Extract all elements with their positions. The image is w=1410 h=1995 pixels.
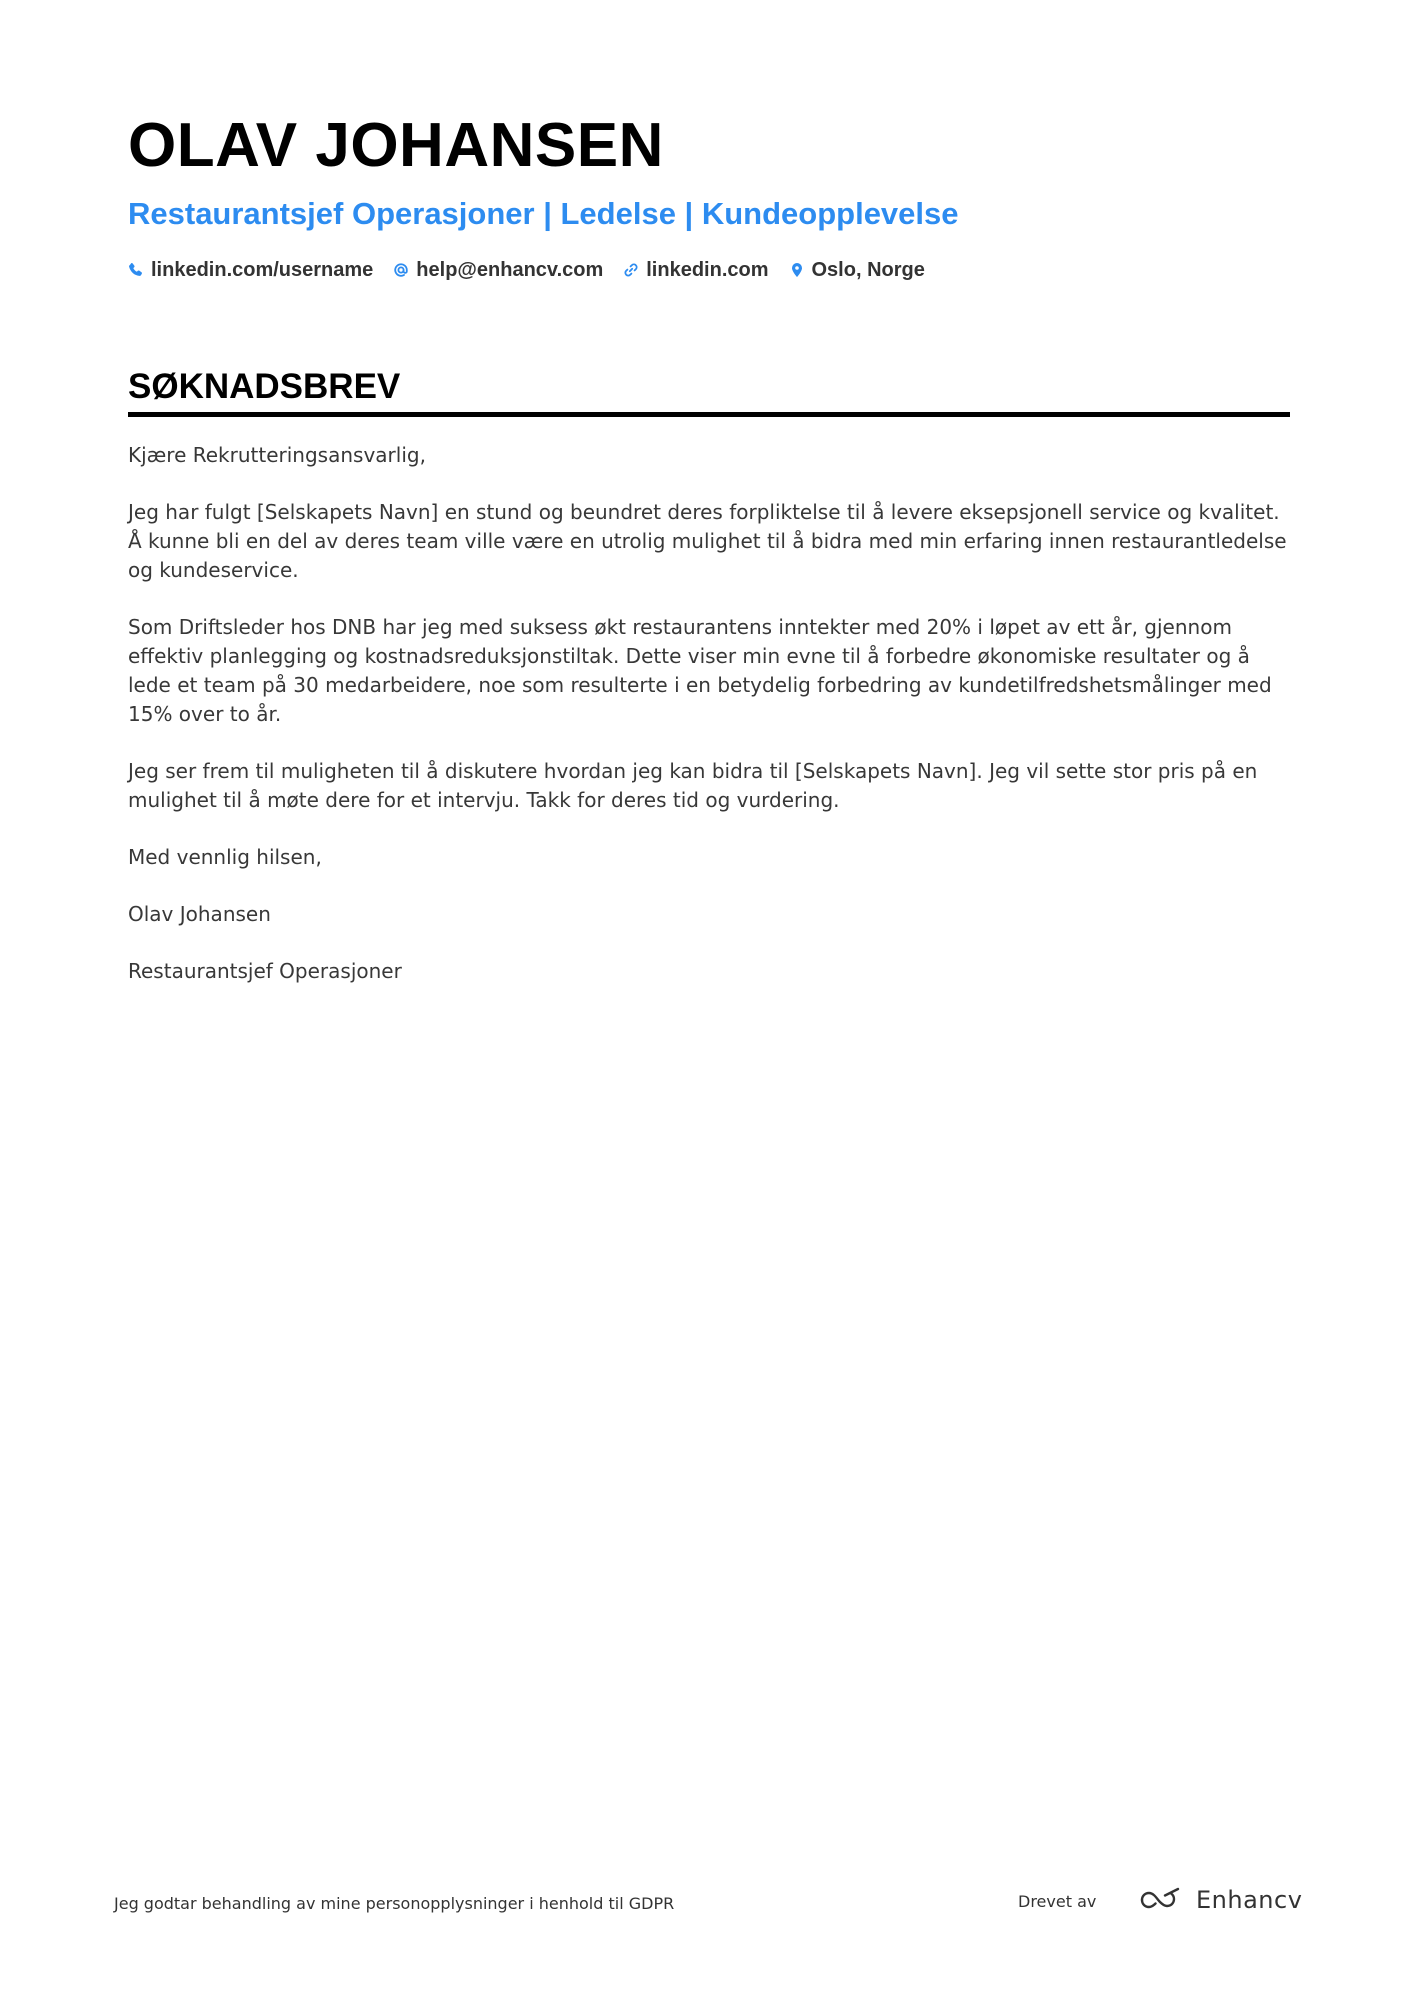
closing: Med vennlig hilsen,	[128, 845, 322, 869]
link-icon	[623, 262, 639, 278]
signature-title: Restaurantsjef Operasjoner	[128, 959, 402, 983]
location-pin-icon	[789, 262, 805, 278]
brand-logo[interactable]	[1138, 1886, 1302, 1914]
enhancv-logo-icon	[1138, 1887, 1184, 1913]
headline: Restaurantsjef Operasjoner | Ledelse | Kundeopplevelse	[128, 196, 959, 231]
cover-letter-section	[128, 364, 1290, 1014]
gdpr-consent-text: Jeg godtar behandling av mine personopplysninger i henhold til GDPR	[114, 1894, 675, 1913]
contact-location-text: Oslo, Norge	[811, 259, 925, 281]
contact-phone-text: linkedin.com/username	[151, 259, 374, 281]
contact-location	[789, 256, 925, 284]
contact-email[interactable]	[393, 256, 603, 284]
contact-link[interactable]	[623, 256, 768, 284]
contact-bar	[128, 256, 1290, 284]
at-icon	[393, 262, 409, 278]
section-title: SØKNADSBREV	[128, 367, 401, 406]
powered-by-label: Drevet av	[1018, 1892, 1097, 1911]
phone-icon	[128, 262, 144, 278]
header	[128, 108, 1290, 284]
letter-paragraph: Jeg har fulgt [Selskapets Navn] en stund og beundret deres forpliktelse til å levere eksepsjonell service og kvalitet. Å kunne bli en del av deres team ville være en utrolig mulighet til å bidra med min erfaring innen restaurantledelse og kundeservice.	[128, 500, 1287, 582]
contact-link-text: linkedin.com	[646, 259, 769, 281]
candidate-name: OLAV JOHANSEN	[128, 111, 664, 180]
letter-body	[128, 441, 1290, 986]
letter-paragraph: Jeg ser frem til muligheten til å diskutere hvordan jeg kan bidra til [Selskapets Navn]. Jeg vil sette stor pris på en mulighet til å møte dere for et intervju. Takk for deres tid og vurdering.	[128, 759, 1258, 812]
letter-paragraph: Som Driftsleder hos DNB har jeg med suksess økt restaurantens inntekter med 20% i løpet av ett år, gjennom effektiv planlegging og kostnadsreduksjonstiltak. Dette viser min evne til å forbedre økonomiske resultater og å lede et team på 30 medarbeidere, noe som resulterte i en betydelig forbedring av kundetilfredshetsmålinger med 15% over to år.	[128, 615, 1272, 726]
footer	[114, 1886, 1303, 1920]
salutation: Kjære Rekrutteringsansvarlig,	[128, 443, 426, 467]
signature-name: Olav Johansen	[128, 902, 271, 926]
contact-phone[interactable]	[128, 256, 373, 284]
brand-name: Enhancv	[1196, 1886, 1303, 1914]
section-divider	[128, 412, 1290, 417]
contact-email-text: help@enhancv.com	[416, 259, 604, 281]
